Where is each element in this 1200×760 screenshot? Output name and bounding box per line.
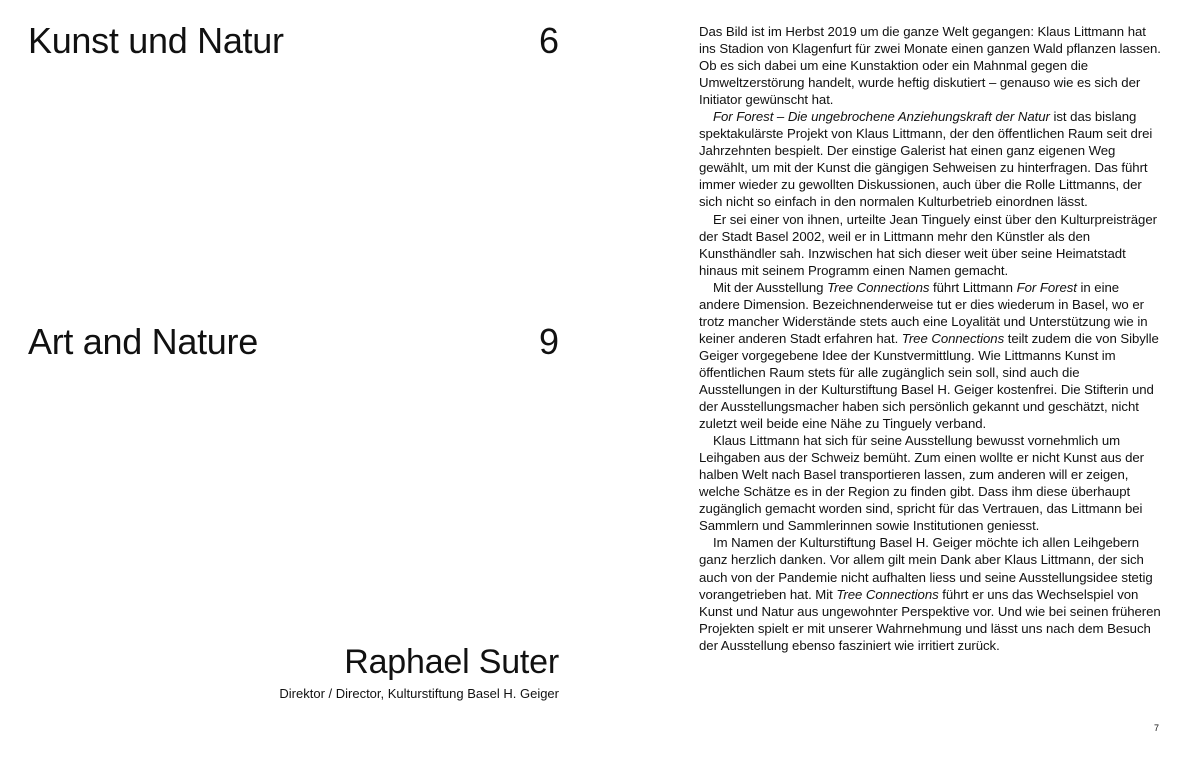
toc-title: Kunst und Natur [28,20,284,61]
toc-page-number: 6 [538,20,559,61]
paragraph: For Forest – Die ungebrochene Anziehungskraft der Natur ist das bislang spektakulärste Projekt von Klaus Littmann, der den öffentlichen Raum seit drei Jahrzehnten bespielt. Der einstige Galerist hat einen ganz eigenen Weg gewählt, um mit der Kunst die gängigen Sehweisen zu hinterfragen. Das führt immer wieder zu gewollten Diskussionen, auch über die Rolle Littmanns, der sich nicht so einfach in den normalen Kulturbetrieb einordnen lässt. [699,109,1153,210]
toc-title: Art and Nature [28,321,258,362]
work-title: Tree Connections [827,279,930,295]
paragraph: Im Namen der Kulturstiftung Basel H. Geiger möchte ich allen Leihgebern ganz herzlich danken. Vor allem gilt mein Dank aber Klaus Littmann, der sich auch von der Pandemie nicht aufhalten liess und seine Ausstellungsidee stetig vorangetrieben hat. Mit Tree Connections führt er uns das Wechselspiel von Kunst und Natur aus ungewohnter Perspektive vor. Und wie bei seinen früheren Projekten spielt er mit unserer Wahrnehmung und lässt uns nach dem Besuch der Ausstellung ebenso fasziniert wie irritiert zurück. [699,535,1161,653]
author-role: Direktor / Director, Kulturstiftung Basel H. Geiger [279,686,559,701]
paragraph: Mit der Ausstellung Tree Connections führt Littmann For Forest in eine andere Dimension. Bezeichnenderweise tut er dies wiederum in Basel, wo er trotz mancher Widerstände stets auch eine Loyalität und Unterstützung wie in keiner anderen Stadt erfahren hat. Tree Connections teilt zudem die von Sibylle Geiger vorgegebene Idee der Kunstvermittlung. Wie Littmanns Kunst im öffentlichen Raum stets für alle zugänglich sein soll, sind auch die Ausstellungen in der Kulturstiftung Basel H. Geiger kostenfrei. Die Stifterin und der Ausstellungsmacher haben sich persönlich gekannt und geschätzt, nicht zuletzt weil beide eine Nähe zu Tinguely verband. [699,279,1159,432]
page-number: 7 [1153,723,1159,733]
paragraph: Er sei einer von ihnen, urteilte Jean Tinguely einst über den Kulturpreisträger der Stadt Basel 2002, weil er in Littmann mehr den Künstler als den Kunsthändler sah. Inzwischen hat sich dieser weit über seine Heimatstadt hinaus mit seinem Programm einen Namen gemacht. [699,211,1157,278]
toc-page-number: 9 [538,321,559,362]
work-title: For Forest [1016,279,1077,295]
paragraph: Das Bild ist im Herbst 2019 um die ganze Welt gegangen: Klaus Littmann hat ins Stadion von Klagenfurt für zwei Monate einen ganzen Wald pflanzen lassen. Ob es sich dabei um eine Kunstaktion oder ein Mahnmal gegen die Umweltzerstörung handelt, wurde heftig diskutiert – genauso wie es sich der Initiator gewünscht hat. [699,24,1161,108]
right-page [600,0,1200,760]
author-block [279,640,559,704]
work-title: Tree Connections [901,330,1005,346]
foreword-text [699,23,1163,654]
author-name: Raphael Suter [344,643,559,681]
toc-entry-kunst-und-natur[interactable] [28,19,559,69]
work-title: Tree Connections [836,586,939,602]
toc-entry-art-and-nature[interactable] [28,320,559,370]
work-title: For Forest – Die ungebrochene Anziehungskraft der Natur [713,109,1050,125]
paragraph: Klaus Littmann hat sich für seine Ausstellung bewusst vornehmlich um Leihgaben aus der Schweiz bemüht. Zum einen wollte er nicht Kunst aus der halben Welt nach Basel transportieren lassen, zum anderen will er zeigen, welche Schätze es in der Region zu finden gibt. Dass ihm diese überhaupt zugänglich gemacht worden sind, spricht für das Vertrauen, das Littmann bei Sammlern und Sammlerinnen sowie Institutionen geniesst. [699,433,1144,534]
